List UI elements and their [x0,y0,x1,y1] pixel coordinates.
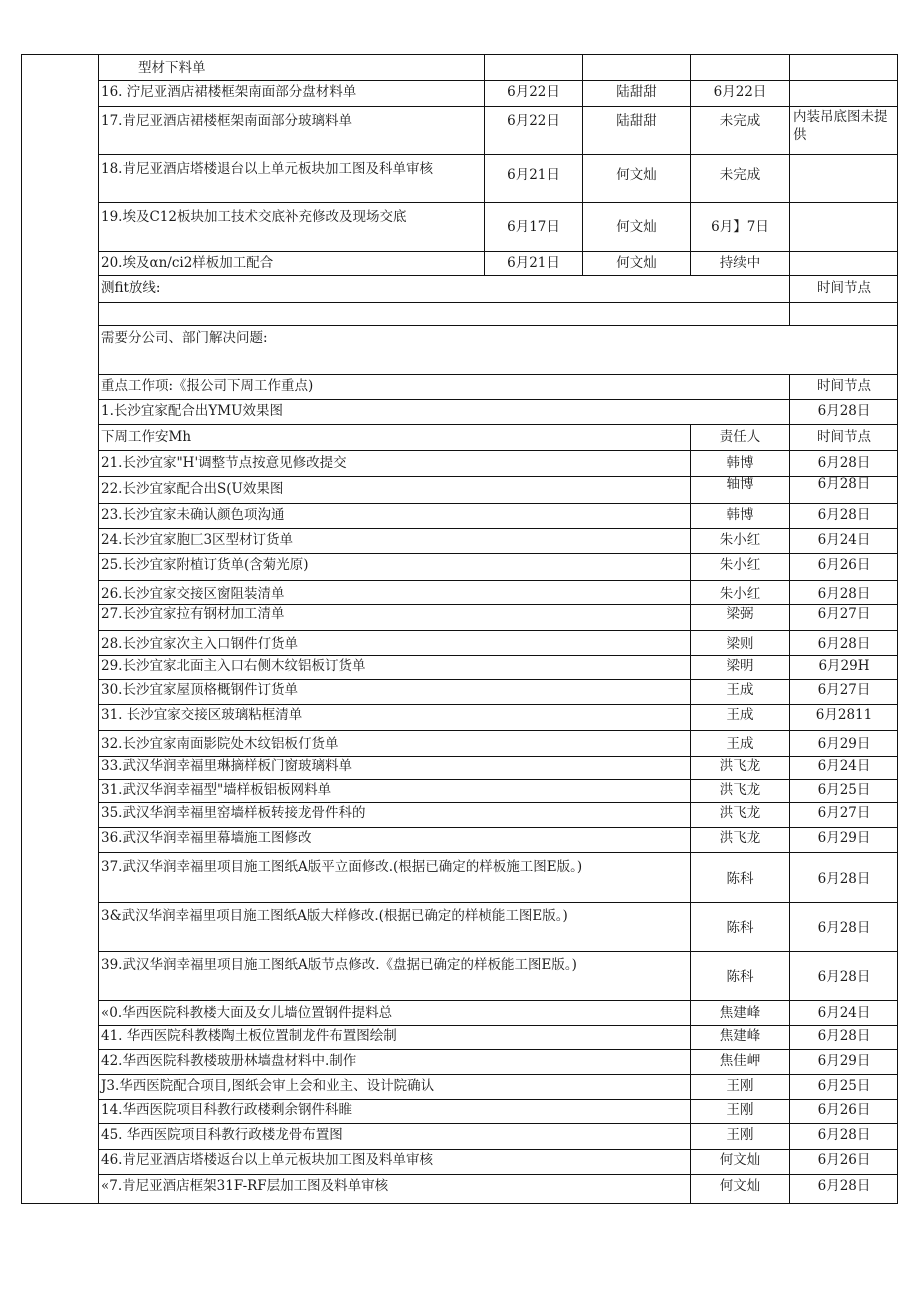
next-week-owner [690,853,789,902]
next-week-date [789,605,898,630]
task-description-text: 19.埃及C12板块加工技术交底补充修改及现场交底 [101,209,407,225]
next-week-date-text: 6月26日 [817,1152,871,1168]
key-work-item [98,400,789,424]
next-week-owner [690,952,789,1000]
next-week-owner [690,1175,789,1204]
next-week-date-text: 6月24日 [817,758,871,774]
next-week-owner-text: 陈科 [726,871,754,887]
key-work-date [789,400,898,424]
next-week-task [98,903,690,951]
next-week-date [789,529,898,553]
task-owner-text: 陆甜甜 [616,84,657,100]
next-week-date-text: 6月25日 [817,782,871,798]
next-week-task-text: 14.华西医院项目科教行政楼剩余钢件科睢 [101,1102,352,1118]
measure-time-header-text: 时间节点 [817,280,871,296]
next-week-date [789,477,898,503]
next-week-task-row [98,554,898,581]
upper-header-blank [690,54,789,80]
next-week-date-text: 6月26日 [817,1102,871,1118]
task-date-text: 6月21日 [507,167,560,183]
next-week-task-row [98,853,898,903]
next-week-date [789,853,898,902]
upper-header-blank [789,54,898,80]
task-status [690,107,789,154]
next-week-owner-header-text: 责任人 [719,429,761,445]
next-week-date-text: 6月28日 [817,1127,871,1143]
task-owner-text: 陆甜甜 [616,113,657,129]
next-week-task-text: 31. 长沙宜家交接区玻璃粘框清单 [101,707,303,723]
next-week-date-text: 6月29日 [817,736,871,752]
next-week-owner-text: 王成 [726,682,754,698]
next-week-task-text: 29.长沙宜家北面主入口右侧木纹铝板订货单 [101,658,366,674]
next-week-owner [690,780,789,802]
task-note [789,107,898,154]
issues-label [98,326,898,374]
next-week-header-row [98,425,898,451]
next-week-task [98,1100,690,1123]
upper-header-row [98,54,898,81]
next-week-owner-text: 何文灿 [719,1152,761,1168]
next-week-task-text: 39.武汉华润幸福里项目施工图纸A版节点修改.《盘据已确定的样板能工图E版。) [101,957,577,973]
next-week-owner [690,1026,789,1049]
next-week-owner-text: 朱小红 [719,586,761,602]
next-week-task [98,1050,690,1074]
task-owner [582,203,690,251]
next-week-task-row [98,1100,898,1124]
measure-label [98,276,789,302]
upper-task-row [98,252,898,276]
task-status-text: 6月】7日 [711,219,769,235]
key-work-time-header [789,375,898,399]
next-week-task [98,1001,690,1025]
next-week-task-text: 26.长沙宜家交接区窗阻装清单 [101,586,285,602]
measure-time-header [789,276,898,302]
next-week-task [98,451,690,476]
task-date [484,107,582,154]
task-description [98,81,484,106]
task-note [789,252,898,275]
next-week-date [789,1026,898,1049]
task-date-text: 6月21日 [507,255,560,271]
next-week-owner [690,1075,789,1099]
next-week-date-text: 6月28日 [817,969,871,985]
task-status [690,155,789,202]
next-week-task [98,780,690,802]
next-week-task-text: 28.长沙宜家次主入口钢件仃货单 [101,636,298,652]
next-week-task-row [98,529,898,554]
issues-label-text: 需要分公司、部门解决问题: [101,330,268,346]
task-status-text: 6月22日 [713,84,767,100]
next-week-owner-text: 焦建峰 [719,1005,761,1021]
upper-task-row [98,81,898,107]
next-week-date-text: 6月28日 [817,1028,871,1044]
next-week-task-text: 3&武汉华润幸福里项目施工图纸A版大样修改.(根据已确定的样桢能工图E版。) [101,908,568,924]
next-week-date [789,656,898,679]
task-description [98,155,484,202]
next-week-owner [690,1001,789,1025]
task-owner [582,155,690,202]
next-week-task-row [98,631,898,656]
measure-blank-time [789,303,898,325]
upper-task-row [98,107,898,155]
next-week-task-text: 35.武汉华润幸福里窑墙样板转接龙骨件科的 [101,805,366,821]
task-date-text: 6月22日 [507,113,560,129]
next-week-owner [690,631,789,655]
task-description [98,107,484,154]
next-week-date [789,780,898,802]
next-week-task-text: 32.长沙宜家南面影院处木纹铝板仃货单 [101,736,339,752]
next-week-date-text: 6月29日 [817,1053,871,1069]
next-week-date-text: 6月26日 [817,557,871,573]
task-description [98,203,484,251]
task-date-text: 6月17日 [507,219,560,235]
next-week-time-header [789,425,898,450]
next-week-task-text: 37.武汉华润幸福里项目施工图纸A版平立面修改.(根据已确定的样板施工图E版。) [101,859,583,875]
next-week-owner [690,731,789,756]
task-status [690,252,789,275]
next-week-date [789,952,898,1000]
next-week-date [789,1075,898,1099]
next-week-task-row [98,903,898,952]
next-week-date [789,803,898,827]
next-week-date-text: 6月28日 [817,455,871,471]
next-week-date [789,1175,898,1204]
next-week-task [98,605,690,630]
next-week-owner [690,504,789,528]
task-description-text: 20.埃及αn/ci2样板加工配合 [101,255,274,271]
next-week-task [98,731,690,756]
next-week-owner-text: 陈科 [726,920,754,936]
next-week-owner [690,605,789,630]
next-week-date-text: 6月27日 [817,606,871,622]
next-week-owner-text: 洪飞龙 [719,805,761,821]
next-week-task-text: 30.长沙宜家屋顶格概钢件订货单 [101,682,298,698]
next-week-task-text: 45. 华西医院项目科教行政楼龙骨布置图 [101,1127,343,1143]
next-week-date [789,1001,898,1025]
next-week-task-row [98,1124,898,1150]
next-week-owner-text: 朱小红 [719,557,761,573]
task-note [789,155,898,202]
next-week-task-row [98,705,898,731]
next-week-date [789,631,898,655]
next-week-task-row [98,504,898,529]
next-week-task-row [98,757,898,780]
next-week-task [98,1175,690,1204]
next-week-task [98,554,690,580]
next-week-owner [690,680,789,704]
next-week-task-text: 25.长沙宜家附植订货单(含菊光原) [101,557,309,573]
key-work-row [98,400,898,425]
measure-row [98,276,898,303]
task-status [690,81,789,106]
next-week-task-row [98,1050,898,1075]
next-week-task-text: 46.肯尼亚酒店塔楼返台以上单元板块加工图及料单审核 [101,1152,433,1168]
next-week-owner [690,903,789,951]
next-week-owner [690,1124,789,1149]
next-week-time-header-text: 时间节点 [817,429,871,445]
task-owner-text: 何文灿 [616,219,657,235]
next-week-date-text: 6月28日 [817,920,871,936]
next-week-date [789,705,898,730]
next-week-owner [690,581,789,604]
task-date [484,155,582,202]
next-week-task-row [98,1175,898,1204]
next-week-owner [690,1050,789,1074]
task-description-text: 16. 泞尼亚酒店裙楼框架南面部分盘材料单 [101,84,357,100]
task-owner [582,252,690,275]
next-week-owner-text: 韩博 [726,507,754,523]
task-date [484,203,582,251]
next-week-task-row [98,731,898,757]
next-week-date [789,581,898,604]
next-week-task-row [98,1026,898,1050]
next-week-owner-text: 王成 [726,707,754,723]
next-week-owner [690,451,789,476]
key-work-label [98,375,789,399]
task-description [98,252,484,275]
next-week-task-row [98,605,898,631]
upper-header-blank [484,54,582,80]
next-week-owner-text: 洪飞龙 [719,758,761,774]
next-week-date-text: 6月27日 [817,682,871,698]
next-week-date-text: 6月28日 [817,871,871,887]
task-owner-text: 何文灿 [616,255,657,271]
next-week-task-text: 23.长沙宜家未确认颜色项沟通 [101,507,285,523]
measure-blank-row [98,303,898,326]
upper-task-row [98,155,898,203]
next-week-task [98,656,690,679]
task-date [484,81,582,106]
upper-header-blank [582,54,690,80]
measure-blank [98,303,789,325]
next-week-owner-text: 王刚 [726,1127,754,1143]
next-week-task-row [98,1075,898,1100]
next-week-date-text: 6月25日 [817,1078,871,1094]
next-week-date [789,504,898,528]
next-week-owner [690,1100,789,1123]
next-week-date-text: 6月27日 [817,805,871,821]
upper-task-row [98,203,898,252]
next-week-owner-text: 何文灿 [719,1178,761,1194]
next-week-task [98,529,690,553]
task-date-text: 6月22日 [507,84,560,100]
next-week-date [789,828,898,852]
next-week-task [98,581,690,604]
next-week-date-text: 6月29H [818,658,870,674]
next-week-date [789,757,898,779]
next-week-owner [690,477,789,503]
next-week-task-row [98,828,898,853]
task-description-text: 17.肯尼亚酒店裙楼框架南面部分玻璃料单 [101,113,352,129]
next-week-owner-text: 洪飞龙 [719,782,761,798]
next-week-task-row [98,952,898,1001]
next-week-task-text: «0.华西医院科教楼大面及女儿墙位置钢件提料总 [101,1005,393,1021]
next-week-task-text: 41. 华西医院科教楼陶土板位置制龙件布置图绘制 [101,1028,397,1044]
task-date [484,252,582,275]
next-week-owner-text: 焦佳岬 [719,1053,761,1069]
next-week-task-text: 22.长沙宜家配合出S(U效果图 [101,481,284,497]
next-week-owner [690,1150,789,1174]
next-week-task-text: 31.武汉华润幸福型"墙样板铝板网料单 [101,782,332,798]
next-week-task [98,1124,690,1149]
next-week-task [98,853,690,902]
task-owner [582,107,690,154]
next-week-owner-text: 焦建峰 [719,1028,761,1044]
next-week-task [98,828,690,852]
task-description-text: 18.肯尼亚酒店塔楼退台以上单元板块加工图及科单审核 [101,161,433,177]
next-week-date [789,731,898,756]
next-week-owner [690,803,789,827]
next-week-task-row [98,680,898,705]
next-week-task-text: 21.长沙宜家"H'调整节点按意见修改提交 [101,455,347,471]
next-week-owner-text: 梁明 [726,658,754,674]
next-week-task [98,631,690,655]
next-week-owner-text: 梁弼 [726,606,754,622]
next-week-date-text: 6月28日 [817,636,871,652]
next-week-owner-header [690,425,789,450]
next-week-date [789,1124,898,1149]
task-status-text: 持续中 [719,255,761,271]
task-note [789,203,898,251]
next-week-date-text: 6月28日 [817,586,871,602]
next-week-task [98,680,690,704]
next-week-label-text: 下周工作安Mh [101,429,192,445]
next-week-task [98,952,690,1000]
next-week-date [789,1100,898,1123]
next-week-date [789,1150,898,1174]
next-week-task-row [98,780,898,803]
next-week-task [98,705,690,730]
next-week-date-text: 6月28日 [817,476,871,492]
next-week-date [789,451,898,476]
next-week-task-row [98,451,898,477]
next-week-task [98,803,690,827]
next-week-task-text: J3.华西医院配合项目,图纸会审上会和业主、设计院确认 [101,1078,435,1094]
next-week-task-text: 27.长沙宜家拉有钢材加工清单 [101,606,285,622]
next-week-task-row [98,656,898,680]
next-week-date-text: 6月24日 [817,532,871,548]
task-status-text: 未完成 [719,167,761,183]
upper-header-fragment-text: 型材下料单 [138,60,206,76]
next-week-task-row [98,581,898,605]
next-week-task [98,477,690,503]
next-week-owner-text: 轴博 [726,476,754,492]
next-week-date-text: 6月29日 [817,830,871,846]
next-week-task-row [98,1150,898,1175]
key-work-time-header-text: 时间节点 [817,378,871,394]
next-week-task-text: 36.武汉华润幸福里幕墙施工图修改 [101,830,312,846]
issues-row [98,326,898,375]
next-week-date-text: 6月28日 [817,507,871,523]
next-week-owner-text: 韩博 [726,455,754,471]
task-note [789,81,898,106]
next-week-date-text: 6月2811 [815,707,873,723]
next-week-owner [690,656,789,679]
next-week-owner [690,828,789,852]
next-week-owner-text: 洪飞龙 [719,830,761,846]
next-week-owner [690,705,789,730]
next-week-task-text: «7.肯尼亚酒店框架31F-RF层加工图及料单审核 [101,1178,389,1194]
next-week-date [789,680,898,704]
next-week-task [98,1150,690,1174]
next-week-task-row [98,477,898,504]
next-week-date-text: 6月28日 [817,1178,871,1194]
next-week-task [98,504,690,528]
key-work-label-text: 重点工作项:《报公司下周工作重点) [101,378,314,394]
next-week-task-row [98,803,898,828]
key-work-date-text: 6月28日 [817,403,871,419]
task-owner-text: 何文灿 [616,167,657,183]
next-week-date-text: 6月24日 [817,1005,871,1021]
task-owner [582,81,690,106]
next-week-owner-text: 朱小红 [719,532,761,548]
next-week-task-text: 33.武汉华润幸福里琳摘样板门窗玻璃料单 [101,758,352,774]
task-note-text: 内装吊底图未提供 [793,109,888,143]
task-status-text: 未完成 [719,113,761,129]
next-week-task-text: 24.长沙宜家胞匚3区型材订货单 [101,532,294,548]
next-week-owner [690,757,789,779]
key-work-item-text: 1.长沙宜家配合出YMU效果图 [101,403,283,419]
next-week-task-text: 42.华西医院科教楼玻册林墙盘材料中.制作 [101,1053,357,1069]
next-week-label [98,425,690,450]
next-week-date [789,1050,898,1074]
next-week-date [789,903,898,951]
next-week-owner-text: 陈科 [726,969,754,985]
next-week-owner-text: 王刚 [726,1078,754,1094]
next-week-owner-text: 梁则 [726,636,754,652]
task-status [690,203,789,251]
next-week-owner [690,554,789,580]
next-week-owner [690,529,789,553]
next-week-owner-text: 王成 [726,736,754,752]
measure-label-text: 测fit放线: [101,280,161,296]
next-week-owner-text: 王刚 [726,1102,754,1118]
next-week-task-row [98,1001,898,1026]
next-week-date [789,554,898,580]
upper-header-fragment [98,54,484,80]
key-work-header-row [98,375,898,400]
next-week-task [98,757,690,779]
next-week-task [98,1075,690,1099]
next-week-task [98,1026,690,1049]
